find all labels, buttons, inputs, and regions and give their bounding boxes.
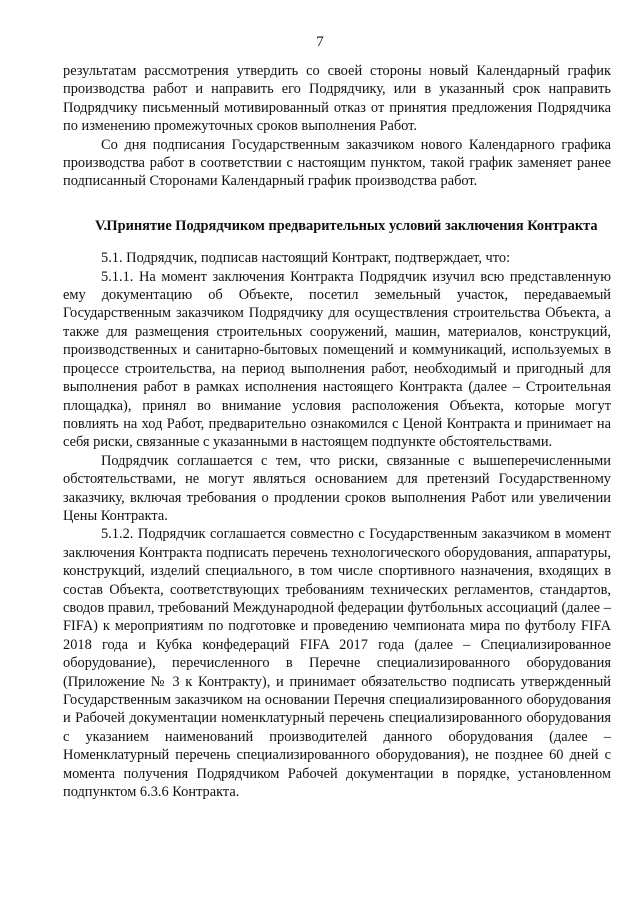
paragraph: 5.1.2. Подрядчик соглашается совместно с Государственным заказчиком в момент заключения Контракта подписать перечень технологического оборудования, аппаратуры, конструкций, изделий специального, в том числе спортивного назначения, входящих в состав Объекта, соответствующих требованиям технических регламентов, стандартов, сводов правил, требований Международной федерации футбольных ассоциаций (далее – FIFA) к мероприятиям по подготовке и проведению чемпионата мира по футболу FIFA 2018 года и Кубка конфедераций FIFA 2017 года (далее – Специализированное оборудование), перечисленного в Перечне специализированного оборудования (Приложение № 3 к Контракту), и принимает обязательство подписать утвержденный Государственным заказчиком на основании Перечня специализированного оборудования и Рабочей документации номенклатурный перечень специализированного оборудования с указанием наименований производителей данного оборудования (далее – Номенклатурный перечень специализированного оборудования), не позднее 60 дней с момента получения Подрядчиком Рабочей документации в порядке, установленном подпунктом 6.3.6 Контракта. (63, 526, 611, 801)
paragraph: 5.1.1. На момент заключения Контракта Подрядчик изучил всю представленную ему документацию об Объекте, посетил земельный участок, передаваемый Государственным заказчиком Подрядчику для осуществления строительства Объекта, а также для размещения строительных сооружений, машин, материалов, конструкций, производственных и санитарно-бытовых помещений и коммуникаций, используемых в процессе строительства, на период выполнения работ, необходимый и пригодный для выполнения работ в рамках исполнения настоящего Контракта (далее – Строительная площадка), принял во внимание условия расположения Объекта, которые могут повлиять на ход Работ, предварительно ознакомился с Ценой Контракта и принимает на себя риски, связанные с указанными в настоящем подпункте обстоятельствами. (63, 268, 611, 451)
page-number: 7 (316, 34, 324, 50)
section-heading (63, 217, 611, 235)
document-body (63, 62, 611, 801)
section-title: Принятие Подрядчиком предварительных условий заключения Контракта (106, 217, 598, 234)
paragraph: результатам рассмотрения утвердить со своей стороны новый Календарный график производства работ и направить его Подрядчику, или в указанный срок направить Подрядчику письменный мотивированный отказ от принятия предложения Подрядчика по изменению промежуточных сроков выполнения Работ. (63, 63, 611, 135)
paragraph: Со дня подписания Государственным заказчиком нового Календарного графика производства работ в соответствии с настоящим пунктом, такой график заменяет ранее подписанный Сторонами Календарный график производства работ. (63, 136, 611, 190)
paragraph: Подрядчик соглашается с тем, что риски, связанные с вышеперечисленными обстоятельствами, не могут являться основанием для претензий Государственному заказчику, включая требования о продлении сроков выполнения Работ или увеличении Цены Контракта. (63, 452, 611, 524)
paragraph: 5.1. Подрядчик, подписав настоящий Контракт, подтверждает, что: (101, 250, 511, 267)
section-number: V. (95, 217, 108, 234)
